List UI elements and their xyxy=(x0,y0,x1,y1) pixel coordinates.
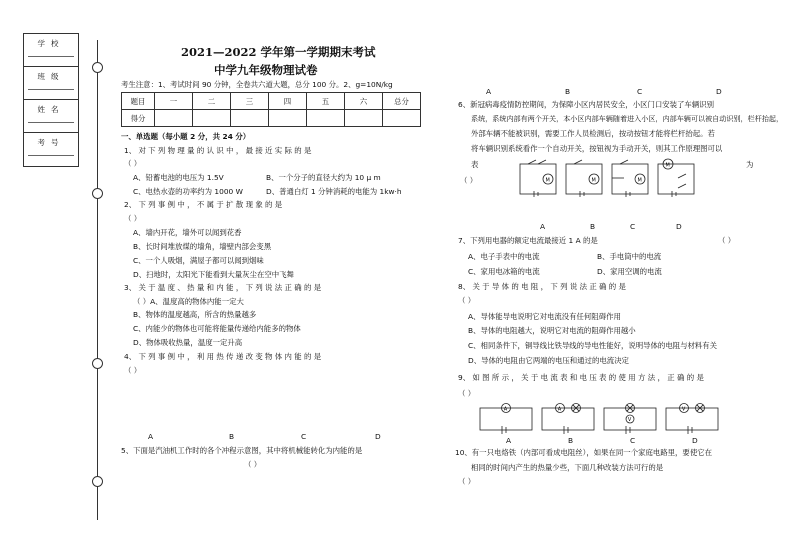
score-row-label: 得分 xyxy=(122,110,155,127)
q10-answer-paren: （ ） xyxy=(458,477,476,486)
svg-text:M: M xyxy=(665,162,670,169)
score-header-cell: 二 xyxy=(193,93,231,110)
score-header-cell: 三 xyxy=(231,93,269,110)
q4-answer-paren: （ ） xyxy=(124,366,142,375)
q4-option-label: A xyxy=(148,432,154,441)
svg-text:M: M xyxy=(591,177,596,184)
score-cell[interactable] xyxy=(383,110,421,127)
q6-stem-line5a: 表 xyxy=(471,160,479,169)
binding-hole-icon xyxy=(92,476,103,487)
svg-text:A: A xyxy=(503,406,508,413)
q8-option-b: B、导体的电阻越大，说明它对电流的阻碍作用越小 xyxy=(468,326,636,335)
score-cell[interactable] xyxy=(307,110,345,127)
q7-option-d: D、家用空调的电流 xyxy=(597,267,662,276)
q8-stem: 8、 关 于 导 体 的 电 阻 ， 下 列 说 法 正 确 的 是 xyxy=(458,282,626,291)
svg-text:M: M xyxy=(545,177,550,184)
q9-option-label: D xyxy=(692,436,698,445)
q6-circuit-d xyxy=(658,159,694,197)
q9-option-label: A xyxy=(506,436,512,445)
q8-answer-paren: （ ） xyxy=(458,296,476,305)
svg-text:V: V xyxy=(681,406,686,413)
q7-option-b: B、手电筒中的电流 xyxy=(597,252,662,261)
score-table xyxy=(121,92,421,127)
svg-text:V: V xyxy=(627,417,632,423)
score-header-cell: 一 xyxy=(155,93,193,110)
q6-top-label: A xyxy=(486,87,492,96)
score-cell[interactable] xyxy=(231,110,269,127)
svg-text:M: M xyxy=(637,177,642,184)
q1-option-a: A、铅蓄电池的电压为 1.5V xyxy=(133,173,224,182)
q1-option-c: C、电热水壶的功率约为 1000 W xyxy=(133,187,243,196)
q6-answer-paren: （ ） xyxy=(460,176,478,185)
q2-answer-paren: （ ） xyxy=(124,214,142,223)
q9-circuit-a xyxy=(480,404,532,435)
q5-stem: 5、下面是汽油机工作时的各个冲程示意图，其中将机械能转化为内能的是 xyxy=(121,446,363,455)
q6-option-label: D xyxy=(676,222,682,231)
section-heading: 一、单选题（每小题 2 分，共 24 分） xyxy=(121,132,251,141)
q6-top-label: B xyxy=(565,87,571,96)
q8-option-d: D、导体的电阻由它两端的电压和通过的电流决定 xyxy=(468,356,629,365)
q5-answer-paren: （ ） xyxy=(244,460,262,469)
exam-subtitle: 中学九年级物理试卷 xyxy=(214,63,318,77)
q9-option-label: C xyxy=(630,436,636,445)
svg-text:A: A xyxy=(557,406,562,413)
score-cell[interactable] xyxy=(345,110,383,127)
q4-option-label: D xyxy=(375,432,381,441)
school-field: 学校 xyxy=(24,34,78,67)
q9-option-label: B xyxy=(568,436,574,445)
exam-number-field: 考号 xyxy=(24,133,78,165)
score-cell[interactable] xyxy=(193,110,231,127)
binding-hole-icon xyxy=(92,62,103,73)
name-field: 姓名 xyxy=(24,100,78,133)
q6-option-label: B xyxy=(590,222,596,231)
q9-circuit-b xyxy=(542,404,594,435)
q4-stem: 4、 下 列 事 例 中 ， 利 用 热 传 递 改 变 物 体 内 能 的 是 xyxy=(124,352,322,361)
q6-circuit-c xyxy=(612,160,648,197)
q8-option-a: A、导体能导电说明它对电流没有任何阻碍作用 xyxy=(468,312,621,321)
q1-option-d: D、普通白灯 1 分钟消耗的电能为 1kw·h xyxy=(266,187,402,196)
q7-option-c: C、家用电冰箱的电流 xyxy=(468,267,540,276)
q2-option-b: B、长时间堆放煤的墙角，墙壁内部会变黑 xyxy=(133,242,272,251)
score-header-cell: 题目 xyxy=(122,93,155,110)
q7-stem: 7、下列用电器的额定电流最接近 1 A 的是 xyxy=(458,236,598,245)
q8-option-c: C、相同条件下，铜导线比铁导线的导电性能好，说明导体的电阻与材料有关 xyxy=(468,341,718,350)
q7-option-a: A、电子手表中的电流 xyxy=(468,252,540,261)
q4-option-label: B xyxy=(229,432,235,441)
q6-option-label: C xyxy=(630,222,636,231)
score-cell[interactable] xyxy=(269,110,307,127)
q2-option-a: A、墙内开花，墙外可以闻到花香 xyxy=(133,228,242,237)
q6-option-label: A xyxy=(540,222,546,231)
q10-stem-line2: 相同的时间内产生的热量少些，下面几种改装方法可行的是 xyxy=(471,463,664,472)
q7-answer-paren: （ ） xyxy=(718,236,736,245)
binding-line xyxy=(97,40,98,520)
q6-stem-line1: 6、新冠病毒疫情防控期间，为保障小区内居民安全，小区门口安装了车辆识别 xyxy=(458,100,714,109)
q9-circuit-d xyxy=(666,404,718,435)
score-header-cell: 总分 xyxy=(383,93,421,110)
q2-stem: 2、 下 列 事 例 中 ， 不 属 于 扩 散 现 象 的 是 xyxy=(124,200,283,209)
q9-answer-paren: （ ） xyxy=(458,389,476,398)
q6-circuit-b xyxy=(566,160,602,197)
binding-hole-icon xyxy=(92,188,103,199)
binding-hole-icon xyxy=(92,358,103,369)
q1-stem: 1、 对 下 列 物 理 量 的 认 识 中 ， 最 接 近 实 际 的 是 xyxy=(124,146,312,155)
q10-stem-line1: 10、有一只电烙铁（内部可看成电阻丝），如果在同一个家庭电路里，要使它在 xyxy=(455,448,712,457)
q6-stem-line4: 将车辆识别系统看作一个自动开关，按钮视为手动开关，则其工作原理图可以 xyxy=(471,144,723,153)
q3-option-d: D、物体吸收热量，温度一定升高 xyxy=(133,338,243,347)
class-field: 班级 xyxy=(24,67,78,100)
q2-option-c: C、一个人吸烟，满屋子都可以闻到烟味 xyxy=(133,256,264,265)
exam-title: 2021—2022 学年第一学期期末考试 xyxy=(181,45,376,59)
q6-circuit-a xyxy=(520,160,556,197)
q3-option-a: （ ）A、温度高的物体内能一定大 xyxy=(133,297,244,306)
q6-stem-line5b: 为 xyxy=(746,160,754,169)
score-header-cell: 四 xyxy=(269,93,307,110)
score-cell[interactable] xyxy=(155,110,193,127)
q9-circuit-c xyxy=(604,404,656,435)
q9-circuit-diagrams xyxy=(478,402,728,436)
score-header-cell: 五 xyxy=(307,93,345,110)
q6-stem-line3: 外部车辆不能被识别，需要工作人员检测后，按动按钮才能将栏杆抬起。若 xyxy=(471,129,715,138)
q2-option-d: D、扫地时，太阳光下能看到大量灰尘在空中飞舞 xyxy=(133,270,294,279)
exam-notice: 考生注意：1、考试时间 90 分钟，全卷共六道大题，总分 100 分。2、g=10N/kg xyxy=(121,80,393,89)
q6-circuit-diagrams xyxy=(518,158,698,200)
q3-option-b: B、物体的温度越高，所含的热量越多 xyxy=(133,310,257,319)
q6-top-label: C xyxy=(637,87,643,96)
student-info-box xyxy=(23,33,79,167)
q4-option-label: C xyxy=(301,432,307,441)
q6-stem-line2: 系统，系统内部有两个开关，本小区内部车辆随着进入小区，内部车辆可以被自动识别，栏杆抬起， xyxy=(471,114,784,123)
q1-option-b: B、一个分子的直径大约为 10 μ m xyxy=(266,173,381,182)
q3-option-c: C、内能少的物体也可能将能量传递给内能多的物体 xyxy=(133,324,301,333)
q1-answer-paren: （ ） xyxy=(124,159,142,168)
q3-stem: 3、 关 于 温 度 、 热 量 和 内 能 ， 下 列 说 法 正 确 的 是 xyxy=(124,283,322,292)
score-header-cell: 六 xyxy=(345,93,383,110)
q9-stem: 9、 如 图 所 示 ， 关 于 电 流 表 和 电 压 表 的 使 用 方 法 ， 正 确 的 是 xyxy=(458,373,704,382)
q6-top-label: D xyxy=(716,87,722,96)
